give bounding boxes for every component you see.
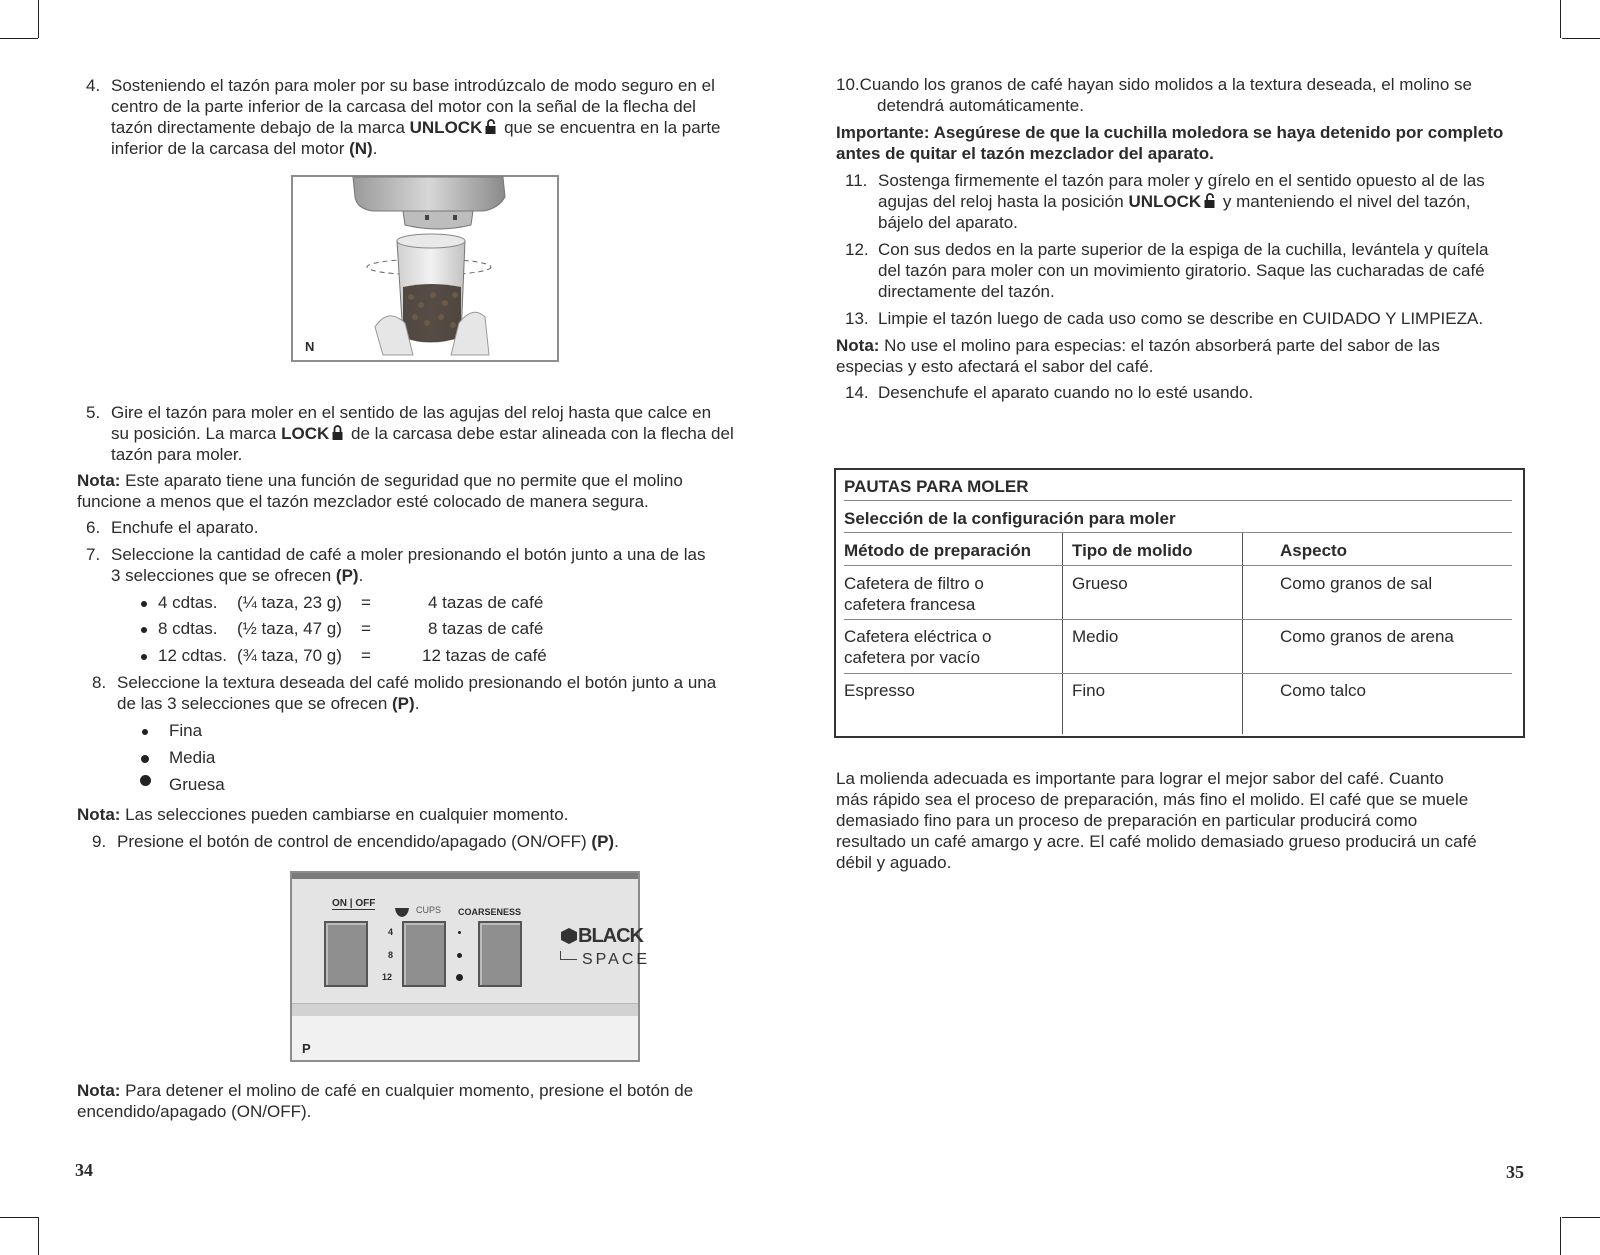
bullet [141,654,147,660]
step-text: bájelo del aparato. [878,213,1018,232]
step-number: 14. [845,383,869,402]
table-cell: Como granos de arena [1280,627,1454,646]
step-text: su posición. La marca LOCK de la carcasa debe estar alineada con la flecha del [111,424,734,443]
step-13 [845,308,1545,329]
unlock-icon [1204,193,1215,208]
step-number: 4. [86,76,101,95]
step-14 [845,382,1545,403]
list-item: Fina [140,720,340,741]
brand-hexagon-icon [560,927,578,945]
coarseness-select-button[interactable] [478,921,522,987]
step-4 [86,75,786,159]
step-9 [92,831,792,852]
column-header: Método de preparación [844,541,1032,560]
step-10: 10.Cuando los granos de café hayan sido molidos a la textura deseada, el molino se detendrá automáticamente. [836,75,1473,115]
step-6 [86,517,786,538]
step-text: Con sus dedos en la parte superior de la espiga de la cuchilla, levántela y quítela [878,240,1489,259]
step-text: 3 selecciones que se ofrecen (P). [111,566,364,585]
page-number: 35 [1506,1162,1524,1182]
table-cell: Grueso [1072,574,1128,593]
step-text: inferior de la carcasa del motor (N). [111,139,378,158]
bullet-medium [141,755,149,763]
step-text: agujas del reloj hasta la posición UNLOCK y manteniendo el nivel del tazón, [878,192,1471,211]
note-label: Nota: [77,805,121,824]
step-number: 9. [92,832,107,851]
note: Nota: No use el molino para especias: el tazón absorberá parte del sabor de las especias y esto afectará el sabor del café. [836,336,1440,376]
important-note: Importante: Asegúrese de que la cuchilla moledora se haya detenido por completo antes de quitar el tazón mezclador del aparato. [836,123,1504,163]
medium-dot [457,953,462,958]
table-cell: Cafetera eléctrica o cafetera por vacío [844,627,992,667]
table-cell: Espresso [844,681,915,700]
note-label: Nota: [77,1081,121,1100]
cups-select-button[interactable] [402,921,446,987]
grinder-bowl-illustration [293,177,557,360]
fine-dot [458,931,461,934]
crop-mark [38,0,39,38]
step-text: Limpie el tazón luego de cada uso como se describe en CUIDADO Y LIMPIEZA. [878,309,1484,328]
step-text: de las 3 selecciones que se ofrecen (P). [117,694,420,713]
cup-icon [394,906,412,918]
step-text: Enchufe el aparato. [111,518,259,537]
crop-mark [1562,38,1600,39]
step-text: Seleccione la textura deseada del café molido presionando el botón junto a una [117,673,717,692]
step-7 [86,544,786,586]
step-text: Gire el tazón para moler en el sentido de las agujas del reloj hasta que calce en [111,403,712,422]
grinding-guide-table [834,468,1525,738]
step-text: tazón para moler. [111,445,243,464]
unlock-icon [485,119,496,134]
list-item: 4 cdtas. (¼ taza, 23 g) = 4 tazas de café [140,592,600,613]
crop-mark [38,1217,39,1255]
coarse-dot [456,974,463,981]
note: Nota: Las selecciones pueden cambiarse en cualquier momento. [77,805,569,824]
step-8 [92,672,792,714]
step-number: 11. [845,171,868,190]
list-item: Media [140,747,340,768]
cups-12-label: 12 [382,972,393,982]
list-item: Gruesa [140,774,340,795]
bullet-small [142,729,148,735]
step-text: directamente del tazón. [878,282,1055,301]
step-number: 7. [86,545,101,564]
note-label: Nota: [77,471,121,490]
brand-subname: SPACE [582,951,651,968]
cups-label: CUPS [416,905,442,915]
step-text: centro de la parte inferior de la carcasa del motor con la señal de la flecha del [111,97,696,116]
cups-8-label: 8 [388,950,394,960]
step-number: 8. [92,673,107,692]
table-title: PAUTAS PARA MOLER [844,477,1029,496]
bullet [141,601,147,607]
step-text: del tazón para moler con un movimiento giratorio. Saque las cucharadas de café [878,261,1485,280]
crop-mark [0,1217,38,1218]
page-number: 34 [75,1160,93,1180]
on-off-button[interactable] [324,921,368,987]
crop-mark [1562,1217,1600,1218]
figure-label: P [302,1041,311,1056]
on-off-label: ON | OFF [332,898,376,909]
list-item: 12 cdtas. (¾ taza, 70 g) = 12 tazas de café [140,645,600,666]
step-11 [845,170,1545,233]
crop-mark [0,38,38,39]
table-cell: Medio [1072,627,1119,646]
note: Nota: Este aparato tiene una función de seguridad que no permite que el molino funcione a menos que el tazón mezclador esté colocado de manera segura. [77,471,683,511]
brand-line [560,951,577,960]
bullet [141,627,147,633]
column-header: Tipo de molido [1072,541,1193,560]
step-text: Desenchufe el aparato cuando no lo esté usando. [878,383,1254,402]
step-text: Presione el botón de control de encendido/apagado (ON/OFF) (P). [117,832,619,851]
table-cell: Cafetera de filtro o cafetera francesa [844,574,984,614]
step-text: Sosteniendo el tazón para moler por su base introdúzcalo de modo seguro en el [111,76,715,95]
crop-mark [1560,1217,1561,1255]
step-number: 5. [86,403,101,422]
table-cell: Fino [1072,681,1106,700]
note-label: Nota: [836,336,880,355]
step-text: Seleccione la cantidad de café a moler presionando el botón junto a una de las [111,545,706,564]
column-header: Aspecto [1280,541,1348,560]
step-12 [845,239,1545,302]
figure-n-illustration [291,175,559,362]
table-cell: Como granos de sal [1280,574,1433,593]
figure-p-control-panel [290,871,651,1062]
brand-name: BLACK [578,925,643,947]
step-5 [86,402,786,465]
list-item: 8 cdtas. (½ taza, 47 g) = 8 tazas de café [140,618,600,639]
table-cell: Como talco [1280,681,1366,700]
table-subtitle: Selección de la configuración para moler [844,509,1176,528]
cups-4-label: 4 [388,927,394,937]
note: Nota: Para detener el molino de café en cualquier momento, presione el botón de encendido/apagado (ON/OFF). [77,1081,694,1121]
step-number: 13. [845,309,869,328]
step-text: Sostenga firmemente el tazón para moler y gírelo en el sentido opuesto al de las [878,171,1485,190]
coarseness-label: COARSENESS [458,907,522,917]
bullet-large [140,775,151,786]
grinding-paragraph: La molienda adecuada es importante para lograr el mejor sabor del café. Cuanto más rápido sea el proceso de preparación, más fino el molido. El café que se muele demasiado fino para un proceso de preparación en particular producirá como resultado un café amargo y acre. El café molido demasiado grueso producirá un café débil y aguado. [836,769,1477,872]
figure-label: N [305,339,315,354]
crop-mark [1560,0,1561,38]
step-number: 6. [86,518,101,537]
step-number: 12. [845,240,869,259]
step-text: tazón directamente debajo de la marca UNLOCK que se encuentra en la parte [111,118,721,137]
lock-icon [332,425,343,440]
